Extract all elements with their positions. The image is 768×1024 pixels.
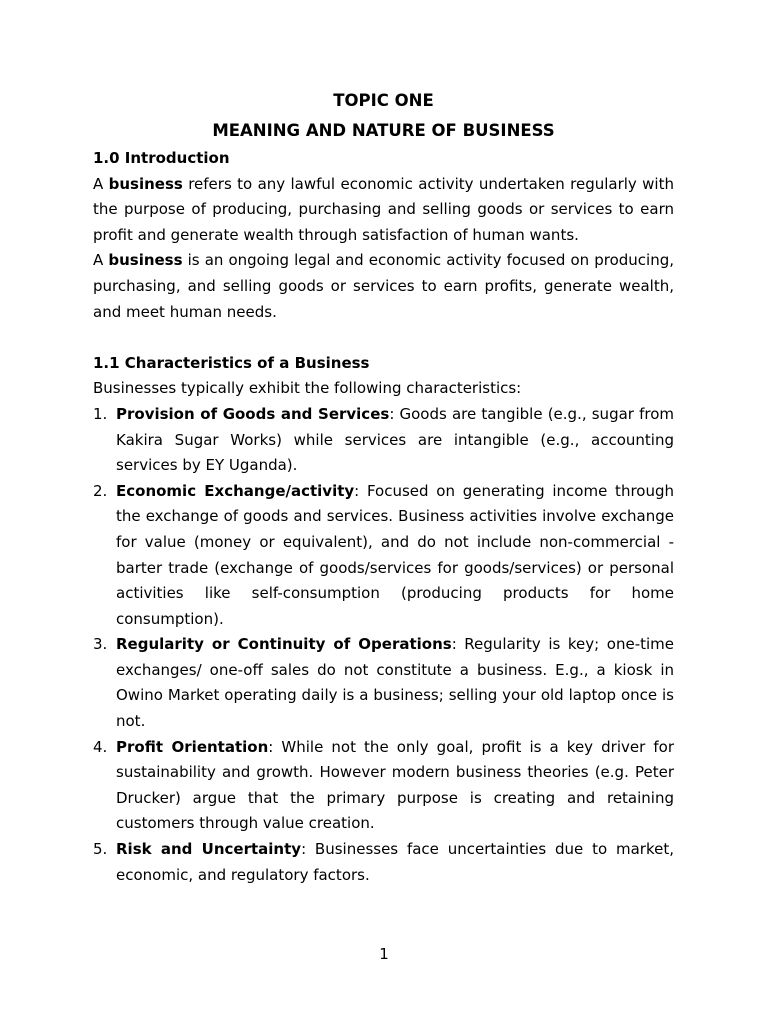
list-item-number: 1. <box>93 404 108 423</box>
list-item <box>93 837 674 888</box>
list-item <box>93 402 674 479</box>
list-item-term: Regularity or Continuity of Operations <box>116 635 452 654</box>
list-item-text: : Focused on generating income through the exchange of goods and services. Business activities involve exchange for value (money or equivalent), and do not include non-commercial - barter trade (exchange of goods/services for goods/services) or personal activities like self-consumption (producing products for home consumption). <box>116 481 674 628</box>
document-title: MEANING AND NATURE OF BUSINESS <box>212 121 555 140</box>
list-item <box>93 735 674 837</box>
intro-paragraph-2-bold: business <box>108 251 183 270</box>
list-item <box>93 479 674 633</box>
characteristics-list <box>93 402 674 888</box>
list-item-number: 3. <box>93 635 108 654</box>
page-number: 1 <box>379 945 389 963</box>
list-item-text: : Regularity is key; one-time exchanges/ one-off sales do not constitute a business. E.g., a kiosk in Owino Market operating daily is a business; selling your old laptop once is not. <box>116 635 674 731</box>
topic-label: TOPIC ONE <box>333 91 434 110</box>
list-item-text: : Businesses face uncertainties due to market, economic, and regulatory factors. <box>116 840 674 884</box>
intro-paragraph-1: A business refers to any lawful economic activity undertaken regularly with the purpose of producing, purchasing and selling goods or services to earn profit and generate wealth through satisfaction of human wants. <box>93 174 674 244</box>
list-item-term: Provision of Goods and Services <box>116 404 390 423</box>
list-item-term: Profit Orientation <box>116 737 269 756</box>
list-item-number: 4. <box>93 737 108 756</box>
intro-heading: 1.0 Introduction <box>93 149 230 167</box>
list-item-term: Risk and Uncertainty <box>116 840 302 859</box>
list-item-number: 2. <box>93 481 108 500</box>
characteristics-heading: 1.1 Characteristics of a Business <box>93 353 370 372</box>
list-item <box>93 632 674 734</box>
characteristics-intro: Businesses typically exhibit the following characteristics: <box>93 379 522 398</box>
list-item-text: : Goods are tangible (e.g., sugar from Kakira Sugar Works) while services are intangible (e.g., accounting services by EY Uganda). <box>116 404 674 475</box>
section-spacer <box>93 325 674 351</box>
list-item-text: : While not the only goal, profit is a key driver for sustainability and growth. However modern business theories (e.g. Peter Drucker) argue that the primary purpose is creating and retaining customers through value creation. <box>116 737 674 833</box>
document-page <box>93 86 674 888</box>
intro-paragraph-2: A business is an ongoing legal and economic activity focused on producing, purchasing, and selling goods or services to earn profits, generate wealth, and meet human needs. <box>93 251 674 321</box>
list-item-term: Economic Exchange/activity <box>116 481 355 500</box>
intro-paragraph-1-bold: business <box>108 174 183 193</box>
list-item-number: 5. <box>93 840 108 859</box>
